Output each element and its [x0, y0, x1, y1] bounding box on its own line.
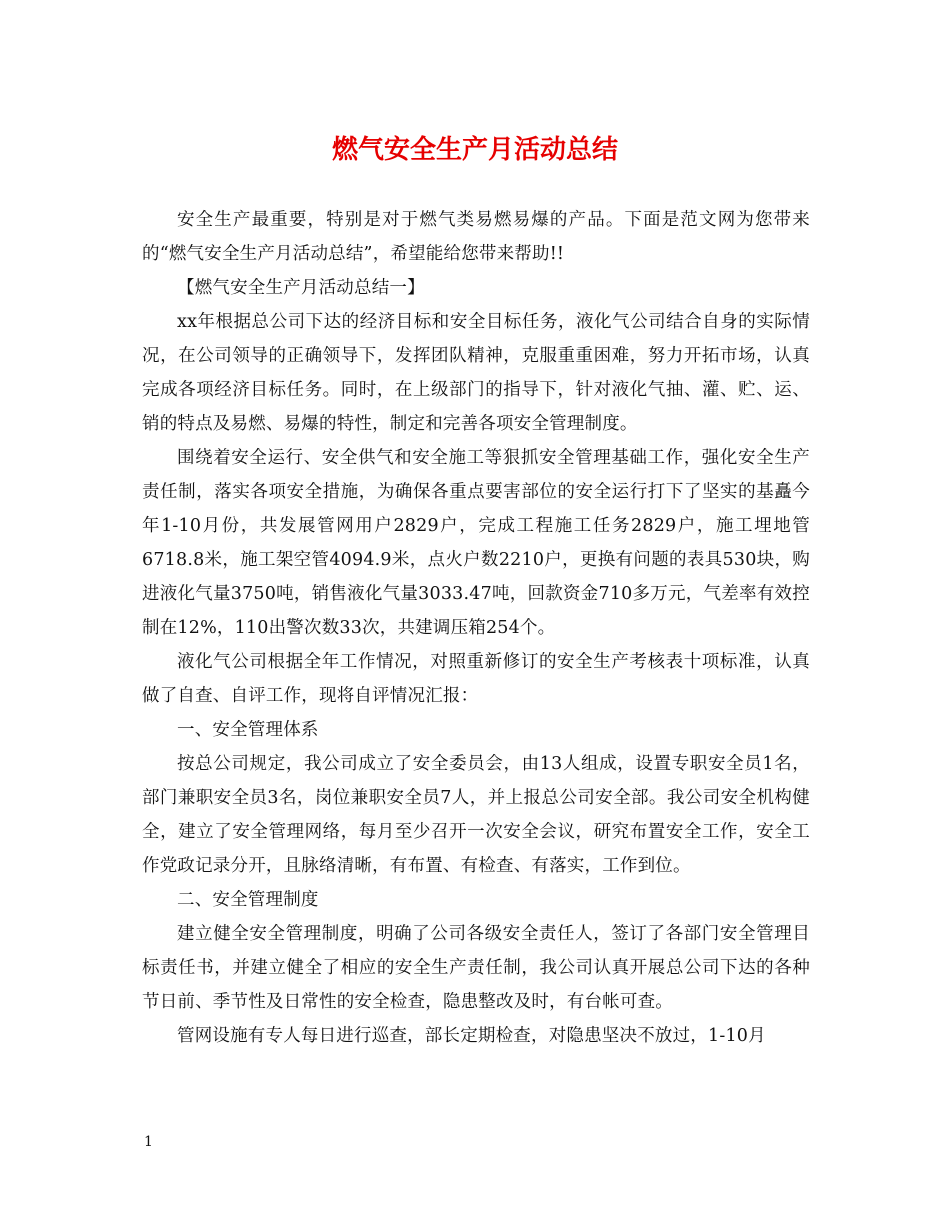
body-paragraph: 液化气公司根据全年工作情况，对照重新修订的安全生产考核表十项标准，认真做了自查、自评工作，现将自评情况汇报：: [142, 652, 810, 706]
body-paragraph: 管网设施有专人每日进行巡查，部长定期检查，对隐患坚决不放过，1-10月: [177, 1026, 766, 1046]
section-heading-summary-one: 【燃气安全生产月活动总结一】: [177, 278, 425, 298]
body-paragraph: 围绕着安全运行、安全供气和安全施工等狠抓安全管理基础工作，强化安全生产责任制，落实各项安全措施，为确保各重点要害部位的安全运行打下了坚实的基矗今年1-10月份，共发展管网用户2829户，完成工程施工任务2829户，施工埋地管6718.8米，施工架空管4094.9米，点火户数2210户，更换有问题的表具530块，购进液化气量3750吨，销售液化气量3033.47吨，回款资金710多万元，气差率有效控制在12%，110出警次数33次，共建调压箱254个。: [142, 448, 810, 638]
document-body: [142, 203, 810, 1053]
document-title: 燃气安全生产月活动总结: [331, 135, 618, 165]
section-heading-management-system: 一、安全管理体系: [177, 720, 319, 740]
section-heading-management-rules: 二、安全管理制度: [177, 890, 319, 910]
body-paragraph: 建立健全安全管理制度，明确了公司各级安全责任人，签订了各部门安全管理目标责任书，并建立健全了相应的安全生产责任制，我公司认真开展总公司下达的各种节日前、季节性及日常性的安全检查，隐患整改及时，有台帐可查。: [142, 924, 810, 1012]
body-paragraph: xx年根据总公司下达的经济目标和安全目标任务，液化气公司结合自身的实际情况，在公司领导的正确领导下，发挥团队精神，克服重重困难，努力开拓市场，认真完成各项经济目标任务。同时，在上级部门的指导下，针对液化气抽、灌、贮、运、销的特点及易燃、易爆的特性，制定和完善各项安全管理制度。: [142, 312, 810, 434]
intro-paragraph: 安全生产最重要，特别是对于燃气类易燃易爆的产品。下面是范文网为您带来的“燃气安全生产月活动总结”，希望能给您带来帮助!!: [142, 210, 810, 264]
body-paragraph: 按总公司规定，我公司成立了安全委员会，由13人组成，设置专职安全员1名，部门兼职安全员3名，岗位兼职安全员7人，并上报总公司安全部。我公司安全机构健全，建立了安全管理网络，每月至少召开一次安全会议，研究布置安全工作，安全工作党政记录分开，且脉络清晰，有布置、有检查、有落实，工作到位。: [142, 754, 810, 876]
page-number: 1: [144, 1134, 153, 1150]
